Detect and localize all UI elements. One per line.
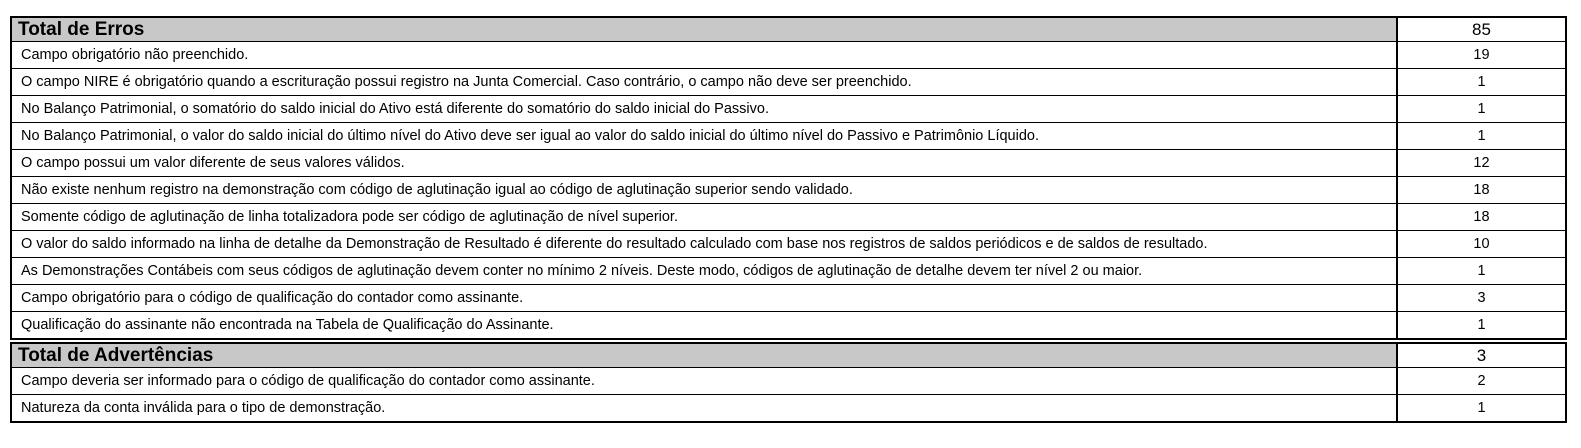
- error-count: 18: [1473, 182, 1490, 198]
- table-row: [12, 95, 1565, 122]
- warning-count: 1: [1477, 400, 1486, 416]
- error-count: 19: [1473, 47, 1490, 63]
- error-count: 10: [1473, 236, 1490, 252]
- table-row: [12, 149, 1565, 176]
- validation-report: [10, 16, 1567, 423]
- error-count: 3: [1477, 290, 1486, 306]
- error-description: O campo NIRE é obrigatório quando a escrituração possui registro na Junta Comercial. Caso contrário, o campo não deve ser preenchido.: [12, 69, 1398, 95]
- table-row: [12, 284, 1565, 311]
- error-count: 1: [1477, 263, 1486, 279]
- table-row: [12, 230, 1565, 257]
- table-row: [12, 68, 1565, 95]
- error-description: Somente código de aglutinação de linha totalizadora pode ser código de aglutinação de nível superior.: [12, 204, 1398, 230]
- errors-total: 85: [1472, 19, 1491, 39]
- warning-count: 2: [1477, 373, 1486, 389]
- error-description: Campo obrigatório não preenchido.: [12, 42, 1398, 68]
- error-count: 1: [1477, 101, 1486, 117]
- table-row: [12, 394, 1565, 421]
- error-description: O campo possui um valor diferente de seus valores válidos.: [12, 150, 1398, 176]
- error-count: 18: [1473, 209, 1490, 225]
- table-row: [12, 367, 1565, 394]
- error-description: Qualificação do assinante não encontrada na Tabela de Qualificação do Assinante.: [12, 312, 1398, 338]
- error-count: 1: [1477, 74, 1486, 90]
- errors-title: Total de Erros: [12, 18, 1398, 41]
- error-description: No Balanço Patrimonial, o somatório do saldo inicial do Ativo está diferente do somatório do saldo inicial do Passivo.: [12, 96, 1398, 122]
- error-count: 12: [1473, 155, 1490, 171]
- warnings-header-row: [12, 344, 1565, 367]
- table-row: [12, 311, 1565, 338]
- error-description: O valor do saldo informado na linha de detalhe da Demonstração de Resultado é diferente do resultado calculado com base nos registros de saldos periódicos e de saldos de resultado.: [12, 231, 1398, 257]
- table-row: [12, 176, 1565, 203]
- warnings-total: 3: [1476, 345, 1487, 365]
- error-description: Campo obrigatório para o código de qualificação do contador como assinante.: [12, 285, 1398, 311]
- warnings-section: [10, 342, 1567, 423]
- table-row: [12, 122, 1565, 149]
- warning-description: Campo deveria ser informado para o código de qualificação do contador como assinante.: [12, 368, 1398, 394]
- error-count: 1: [1477, 128, 1486, 144]
- error-count: 1: [1477, 317, 1486, 333]
- table-row: [12, 257, 1565, 284]
- table-row: [12, 203, 1565, 230]
- error-description: No Balanço Patrimonial, o valor do saldo inicial do último nível do Ativo deve ser igual ao valor do saldo inicial do último nível do Passivo e Patrimônio Líquido.: [12, 123, 1398, 149]
- warning-description: Natureza da conta inválida para o tipo de demonstração.: [12, 395, 1398, 421]
- errors-header-row: [12, 18, 1565, 41]
- table-row: [12, 41, 1565, 68]
- errors-section: [10, 16, 1567, 340]
- error-description: Não existe nenhum registro na demonstração com código de aglutinação igual ao código de aglutinação superior sendo validado.: [12, 177, 1398, 203]
- warnings-title: Total de Advertências: [12, 344, 1398, 367]
- error-description: As Demonstrações Contábeis com seus códigos de aglutinação devem conter no mínimo 2 níveis. Deste modo, códigos de aglutinação de detalhe devem ter nível 2 ou maior.: [12, 258, 1398, 284]
